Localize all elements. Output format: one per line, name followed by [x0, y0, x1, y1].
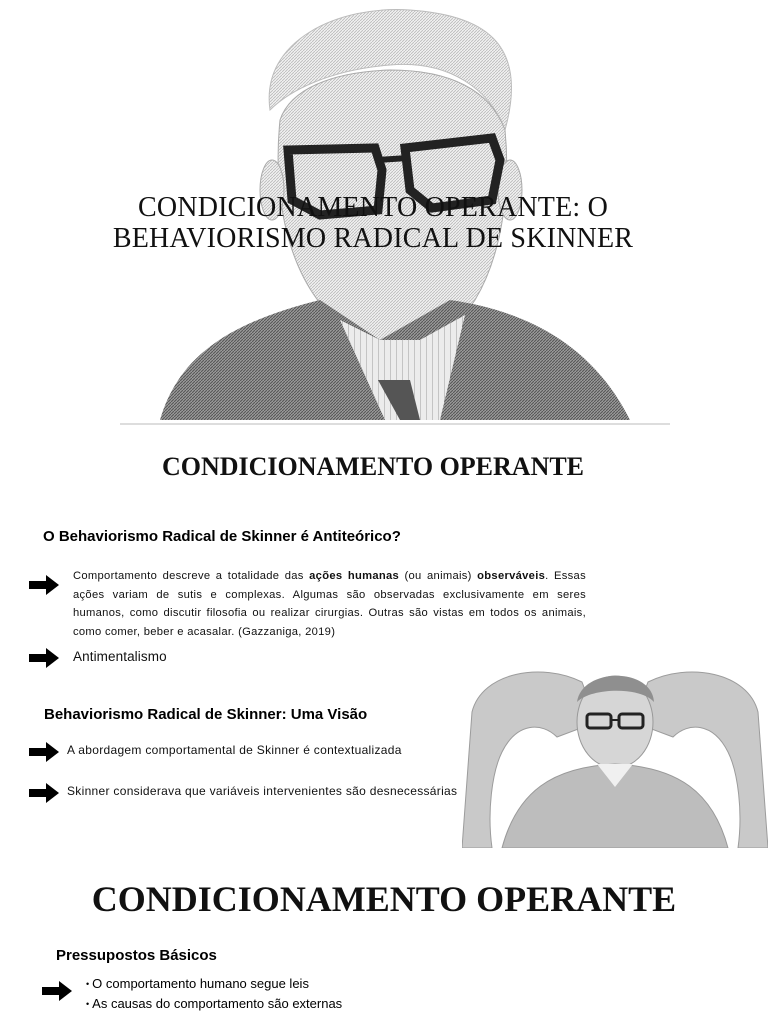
paragraph-bold2: observáveis: [477, 570, 546, 582]
skinner-photo-hands-on-head: [462, 652, 768, 848]
slide2-heading: CONDICIONAMENTO OPERANTE: [161, 452, 585, 481]
slide1-title-line2: BEHAVIORISMO RADICAL DE SKINNER: [112, 223, 634, 254]
paragraph-part2: (ou animais): [399, 570, 478, 582]
item-antimentalismo: Antimentalismo: [73, 649, 167, 664]
arrow-right-icon: [29, 648, 59, 668]
slide3-heading: CONDICIONAMENTO OPERANTE: [91, 879, 677, 919]
section2-item-1: A abordagem comportamental de Skinner é contextualizada: [67, 743, 402, 757]
paragraph-part1: Comportamento descreve a totalidade das: [73, 570, 310, 582]
arrow-right-icon: [29, 783, 59, 803]
arrow-right-icon: [29, 575, 59, 595]
arrow-right-icon: [42, 981, 72, 1001]
section1-paragraph: [73, 567, 586, 641]
paragraph-bold1: ações humanas: [309, 570, 400, 582]
section1-title: O Behaviorismo Radical de Skinner é Antiteórico?: [43, 528, 401, 545]
slide3-subheading: Pressupostos Básicos: [56, 947, 217, 964]
section2-item-2: Skinner considerava que variáveis intervenientes são desnecessárias: [67, 784, 458, 798]
slide1-title: [20, 192, 726, 254]
bullet-item: • O comportamento humano segue leis: [86, 974, 342, 994]
slide3-bullet-list: [86, 974, 342, 1014]
slide1-title-line1: CONDICIONAMENTO OPERANTE: O: [138, 192, 608, 223]
paragraph-part3: . Essas ações variam de sutis e complexas. Algumas são observadas exclusivamente em seres humanos, como discutir filosofia ou realizar cirurgias. Outras são vistas em todos os animais, como comer, beber e acasalar. (Gazzaniga, 2019): [73, 570, 586, 638]
arrow-right-icon: [29, 742, 59, 762]
section2-title: Behaviorismo Radical de Skinner: Uma Visão: [44, 706, 368, 723]
bullet-item: • As causas do comportamento são externas: [86, 994, 342, 1014]
